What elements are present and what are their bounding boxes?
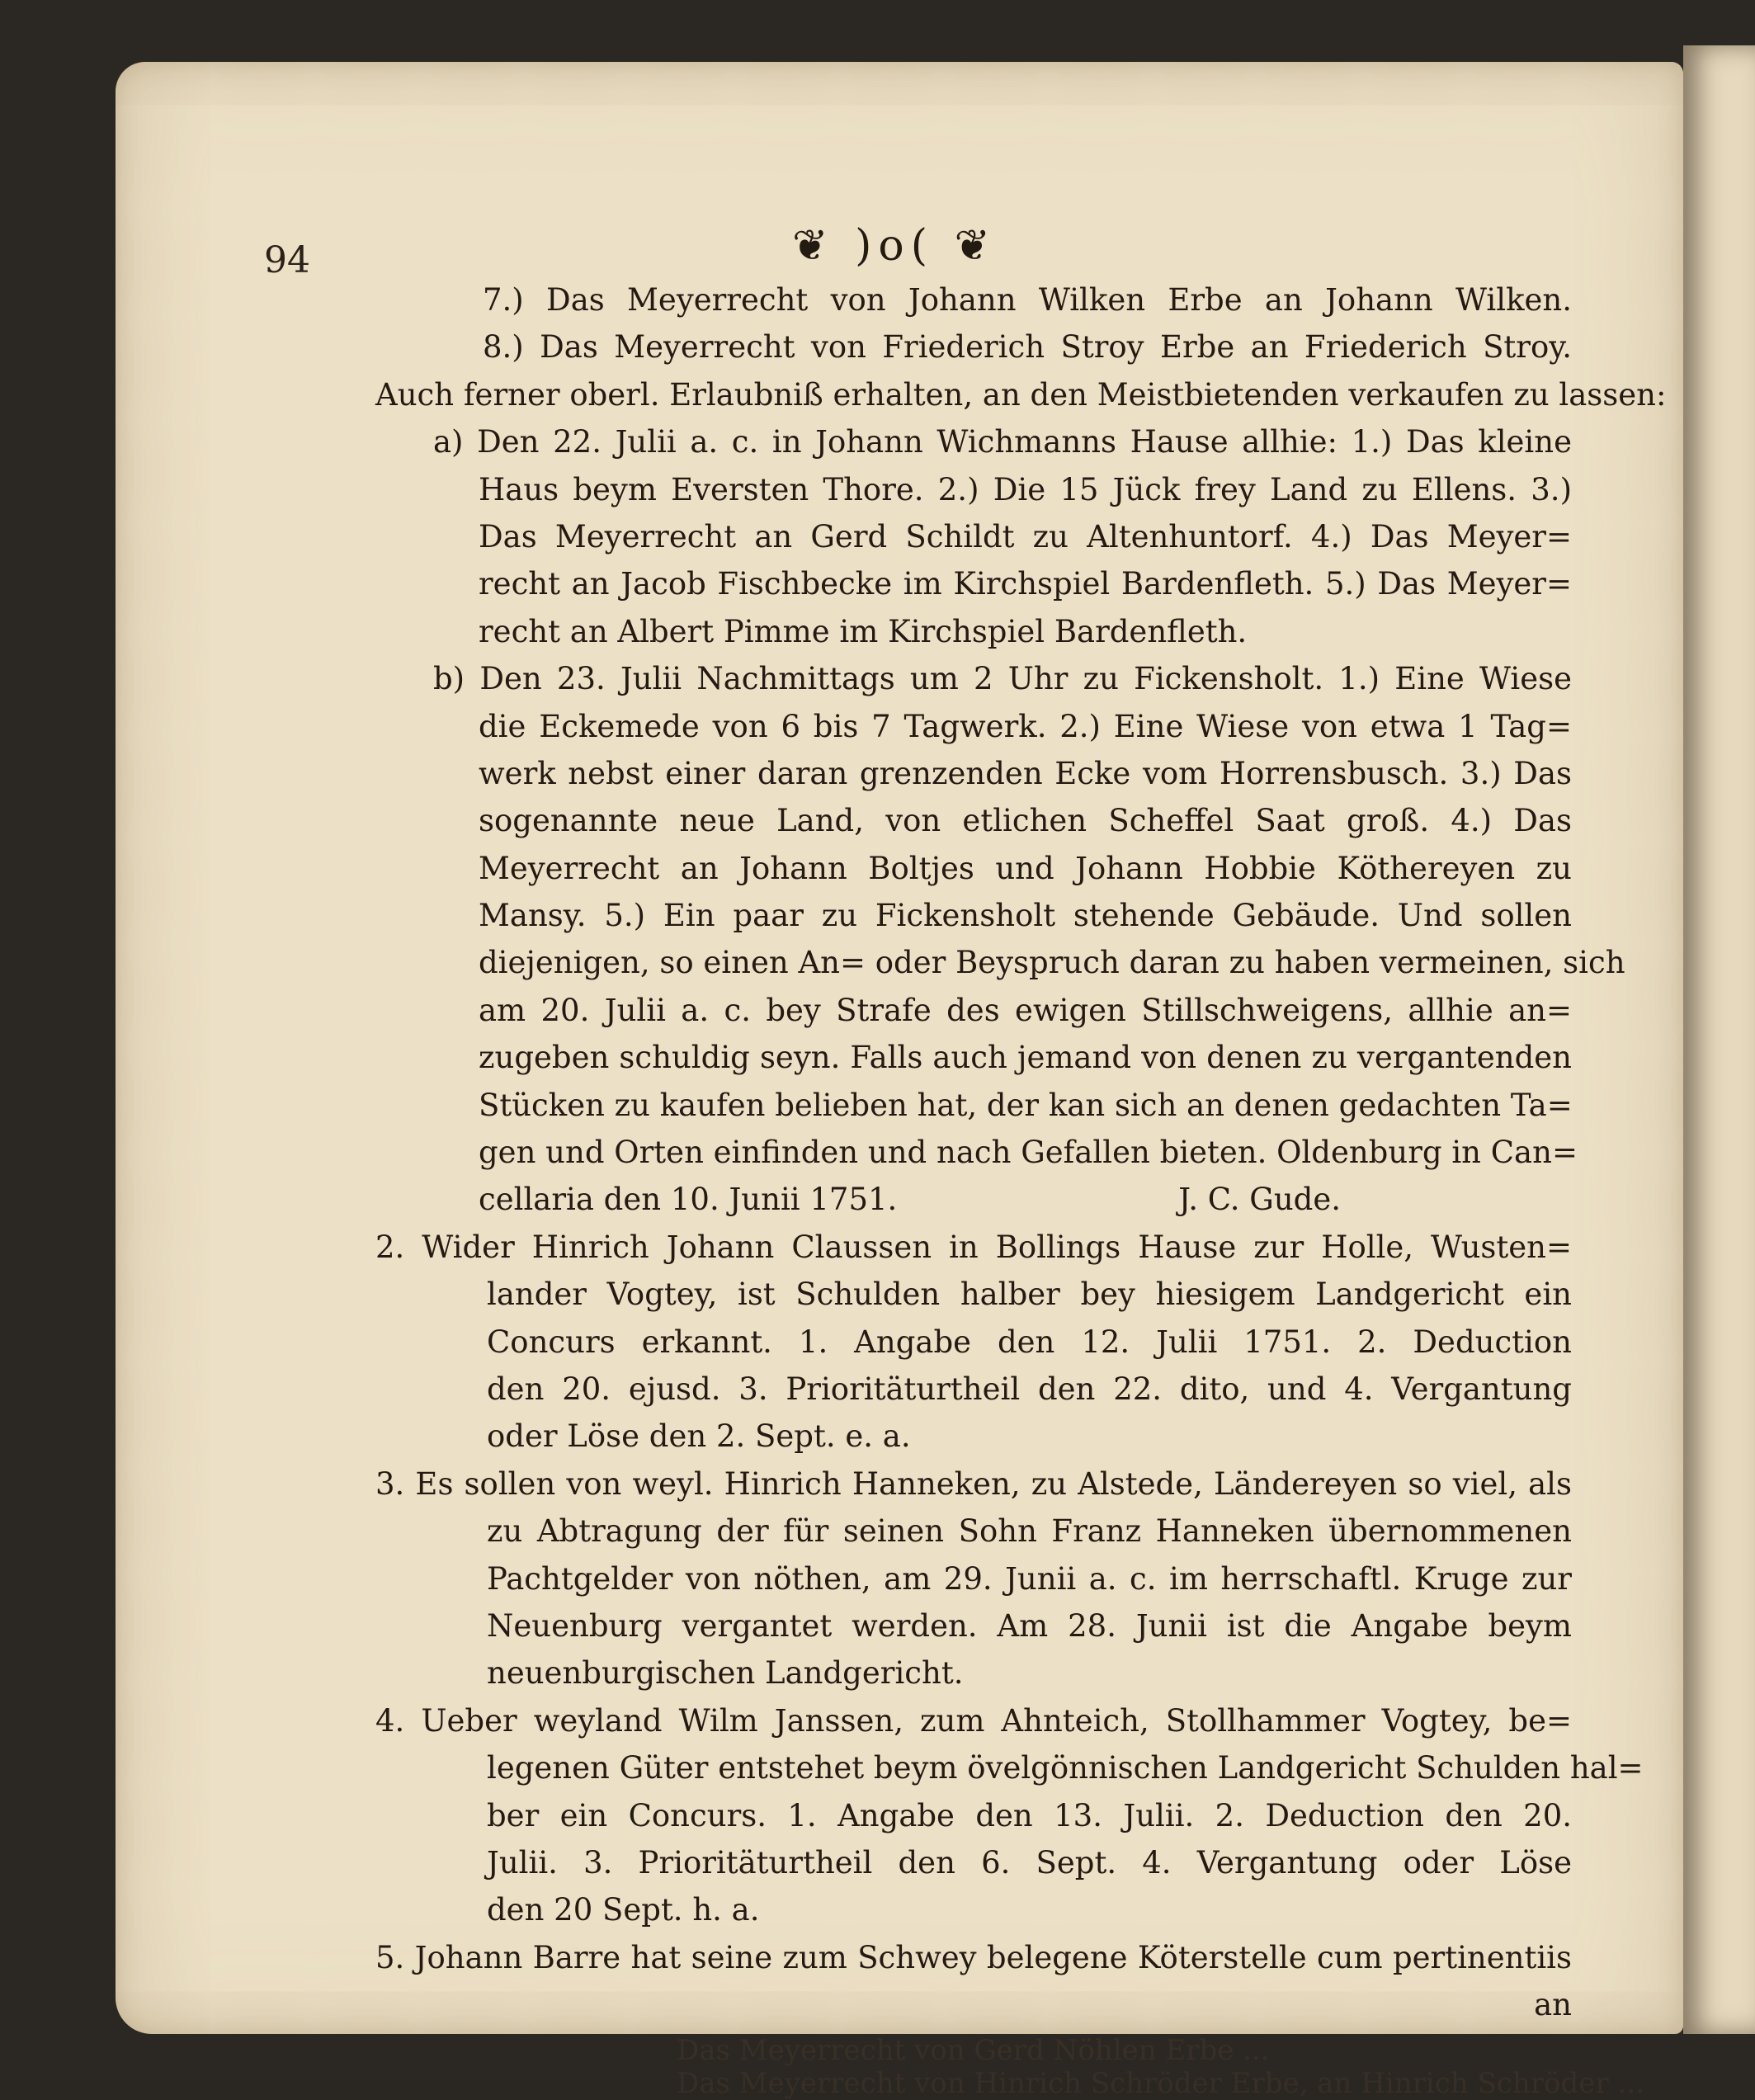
signoff-line [479, 1176, 1572, 1223]
text-line: lander Vogtey, ist Schulden halber bey hiesigem Landgericht ein [487, 1277, 1572, 1313]
text-line: 4. Ueber weyland Wilm Janssen, zum Ahnteich, Stollhammer Vogtey, be= [375, 1702, 1572, 1739]
header-ornament: ❦ )o( ❦ [792, 221, 998, 271]
date-line: cellaria den 10. Junii 1751. [479, 1182, 898, 1218]
text-line: Das Meyerrecht an Gerd Schildt zu Altenhuntorf. 4.) Das Meyer= [479, 518, 1572, 554]
text-line: ber ein Concurs. 1. Angabe den 13. Julii. 2. Deduction den 20. [487, 1797, 1572, 1833]
text-line: werk nebst einer daran grenzenden Ecke vom Horrensbusch. 3.) Das [479, 755, 1572, 791]
text-line: Julii. 3. Prioritäturtheil den 6. Sept. 4. Vergantung oder Löse [487, 1844, 1572, 1881]
text-line: sogenannte neue Land, von etlichen Scheffel Saat groß. 4.) Das [479, 803, 1572, 839]
text-line: recht an Jacob Fischbecke im Kirchspiel Bardenfleth. 5.) Das Meyer= [479, 566, 1572, 602]
text-line: die Eckemede von 6 bis 7 Tagwerk. 2.) Eine Wiese von etwa 1 Tag= [479, 708, 1572, 744]
text-line: Stücken zu kaufen belieben hat, der kan sich an denen gedachten Ta= [479, 1087, 1573, 1123]
text-line: oder Löse den 2. Sept. e. a. [487, 1418, 911, 1455]
text-line: a) Den 22. Julii a. c. in Johann Wichmanns Hause allhie: 1.) Das kleine [433, 424, 1572, 460]
text-line: Pachtgelder von nöthen, am 29. Junii a. c. im herrschaftl. Kruge zur [487, 1560, 1572, 1597]
text-line: gen und Orten einfinden und nach Gefallen bieten. Oldenburg in Can= [479, 1135, 1578, 1171]
text-line: am 20. Julii a. c. bey Strafe des ewigen Stillschweigens, allhie an= [479, 992, 1572, 1028]
text-line: Concurs erkannt. 1. Angabe den 12. Julii 1751. 2. Deduction [487, 1324, 1572, 1360]
text-line: recht an Albert Pimme im Kirchspiel Bardenfleth. [479, 613, 1248, 649]
text-line: 7.) Das Meyerrecht von Johann Wilken Erbe an Johann Wilken. [483, 282, 1572, 318]
text-line: b) Den 23. Julii Nachmittags um 2 Uhr zu Fickensholt. 1.) Eine Wiese [433, 661, 1572, 697]
text-line: Haus beym Eversten Thore. 2.) Die 15 Jück frey Land zu Ellens. 3.) [479, 471, 1572, 507]
text-line: 5. Johann Barre hat seine zum Schwey belegene Köterstelle cum pertinentiis [375, 1939, 1572, 1975]
text-line: Auch ferner oberl. Erlaubniß erhalten, an den Meistbietenden verkaufen zu lassen: [375, 376, 1667, 413]
page-number: 94 [264, 239, 310, 281]
text-line: Meyerrecht an Johann Boltjes und Johann Hobbie Köthereyen zu [479, 850, 1572, 886]
text-line: Neuenburg vergantet werden. Am 28. Junii ist die Angabe beym [487, 1607, 1572, 1644]
text-line: neuenburgischen Landgericht. [487, 1655, 964, 1692]
text-line: den 20. ejusd. 3. Prioritäturtheil den 22. dito, und 4. Vergantung [487, 1371, 1572, 1407]
text-line: 2. Wider Hinrich Johann Claussen in Bollings Hause zur Holle, Wusten= [375, 1229, 1572, 1265]
catchword: an [1534, 1987, 1572, 2023]
text-line: Mansy. 5.) Ein paar zu Fickensholt stehende Gebäude. Und sollen [479, 898, 1572, 934]
text-line: 3. Es sollen von weyl. Hinrich Hanneken, zu Alstede, Ländereyen so viel, als [375, 1465, 1572, 1502]
bleed-through-text [677, 2034, 1700, 2100]
text-line: zu Abtragung der für seinen Sohn Franz Hanneken übernommenen [487, 1513, 1572, 1550]
text-line: den 20 Sept. h. a. [487, 1892, 760, 1928]
text-line: zugeben schuldig seyn. Falls auch jemand von denen zu vergantenden [479, 1040, 1572, 1076]
bleed-through-line: Das Meyerrecht von Gerd Nöhlen Erbe ... [677, 2034, 1270, 2067]
signature: J. C. Gude. [1178, 1182, 1341, 1218]
document-body [375, 276, 1667, 2028]
bleed-through-line: Das Meyerrecht von Hinrich Schröder Erbe, an Hinrich Schröder ... [677, 2067, 1644, 2100]
text-line: 8.) Das Meyerrecht von Friederich Stroy Erbe an Friederich Stroy. [483, 329, 1572, 366]
text-line: legenen Güter entstehet beym övelgönnischen Landgericht Schulden hal= [487, 1750, 1644, 1786]
facing-page-edge [1683, 45, 1755, 2034]
text-line: diejenigen, so einen An= oder Beyspruch daran zu haben vermeinen, sich [479, 945, 1625, 981]
